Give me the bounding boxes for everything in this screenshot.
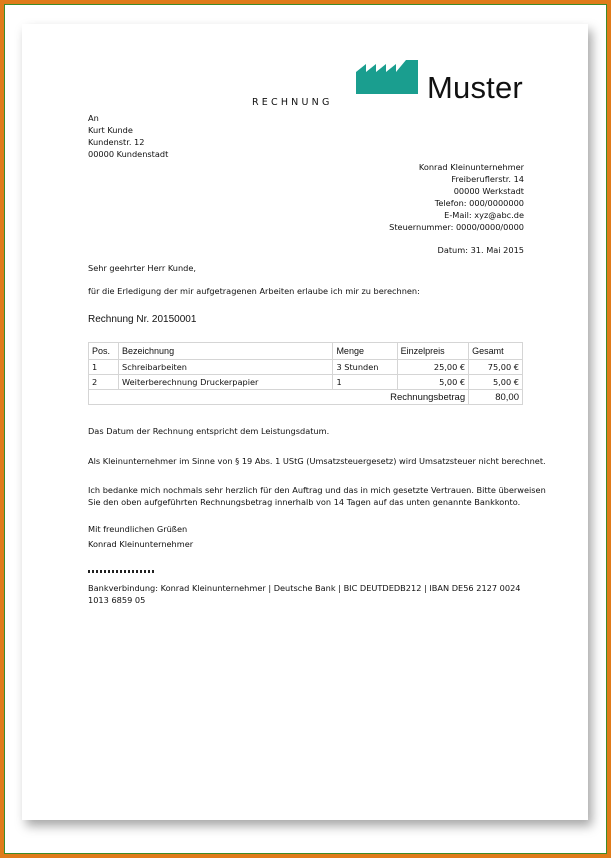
bank-details: Bankverbindung: Konrad Kleinunternehmer | Deutsche Bank | BIC DEUTDEDB212 | IBAN DE56 2127 0024 1013 6859 05 — [88, 583, 521, 605]
header-total: Gesamt — [469, 343, 523, 360]
header-unit-price: Einzelpreis — [397, 343, 468, 360]
invoice-date: Datum: 31. Mai 2015 — [437, 245, 524, 255]
cell-description: Schreibarbeiten — [119, 360, 333, 375]
table-header-row — [89, 343, 523, 360]
cell-pos: 1 — [89, 360, 119, 375]
total-label-cell — [89, 390, 469, 405]
payment-note-line-2: Sie den oben aufgeführten Rechnungsbetrag innerhalb von 14 Tagen auf das unten genannte Bankkonto. — [88, 497, 521, 507]
recipient-line: An — [88, 113, 99, 123]
invoice-page — [22, 24, 588, 820]
closing-greeting: Mit freundlichen Grüßen — [88, 524, 188, 534]
items-table — [88, 342, 523, 405]
sender-email: E-Mail: xyz@abc.de — [444, 210, 524, 220]
footer-separator — [88, 570, 154, 573]
cell-description: Weiterberechnung Druckerpapier — [119, 375, 333, 390]
closing-block — [88, 523, 193, 550]
cell-quantity: 3 Stunden — [333, 360, 397, 375]
factory-logo-icon — [356, 60, 418, 94]
header-pos: Pos. — [89, 343, 119, 360]
sender-street: Freiberuflerstr. 14 — [451, 174, 524, 184]
sender-address — [389, 161, 524, 233]
logo-text: Muster — [427, 70, 523, 105]
payment-note-line-1: Ich bedanke mich nochmals sehr herzlich für den Auftrag und das in mich gesetzte Vertrauen. Bitte überweisen — [88, 485, 546, 495]
document-title: RECHNUNG — [252, 97, 333, 108]
cell-pos: 2 — [89, 375, 119, 390]
recipient-name: Kurt Kunde — [88, 125, 133, 135]
recipient-street: Kundenstr. 12 — [88, 137, 145, 147]
sender-tax-number: Steuernummer: 0000/0000/0000 — [389, 222, 524, 232]
total-row — [89, 390, 523, 405]
paragraph-tax-note: Als Kleinunternehmer im Sinne von § 19 Abs. 1 UStG (Umsatzsteuergesetz) wird Umsatzsteuer nicht berechnet. — [88, 456, 546, 466]
intro-text: für die Erledigung der mir aufgetragenen Arbeiten erlaube ich mir zu berechnen: — [88, 286, 420, 296]
cell-total: 5,00 € — [469, 375, 523, 390]
header-description: Bezeichnung — [119, 343, 333, 360]
total-value: 80,00 — [495, 391, 519, 403]
total-label: Rechnungsbetrag — [390, 391, 466, 403]
paragraph-payment-note — [88, 484, 546, 508]
table-row — [89, 360, 523, 375]
recipient-address — [88, 112, 168, 160]
table-row — [89, 375, 523, 390]
sender-name: Konrad Kleinunternehmer — [418, 162, 524, 172]
cell-unit-price: 25,00 € — [397, 360, 468, 375]
cell-unit-price: 5,00 € — [397, 375, 468, 390]
salutation: Sehr geehrter Herr Kunde, — [88, 263, 196, 273]
paragraph-date-note: Das Datum der Rechnung entspricht dem Leistungsdatum. — [88, 426, 330, 436]
sender-city: 00000 Werkstadt — [453, 186, 524, 196]
sender-phone: Telefon: 000/0000000 — [434, 198, 524, 208]
invoice-number: Rechnung Nr. 20150001 — [88, 314, 197, 325]
closing-signature-name: Konrad Kleinunternehmer — [88, 539, 194, 549]
cell-total: 75,00 € — [469, 360, 523, 375]
header-quantity: Menge — [333, 343, 397, 360]
total-value-cell — [469, 390, 523, 405]
cell-quantity: 1 — [333, 375, 397, 390]
recipient-city: 00000 Kundenstadt — [88, 149, 169, 159]
